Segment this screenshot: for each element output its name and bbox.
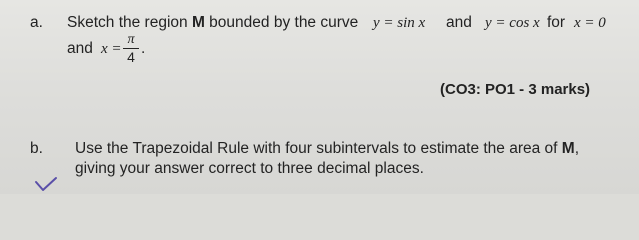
part-a-label: a. — [30, 14, 43, 31]
marks-allocation: (CO3: PO1 - 3 marks) — [440, 81, 591, 98]
curve-cos: y = cos x — [485, 15, 540, 31]
bound-x-pi-over-4-lhs: x = — [101, 41, 122, 57]
part-a-sketch-text: Sketch the region — [67, 14, 192, 31]
for-word: for — [547, 14, 566, 31]
part-b-text-line1 — [75, 140, 579, 158]
part-b-comma: , — [574, 140, 580, 157]
fraction-denominator: 4 — [127, 49, 135, 65]
and-word-1: and — [446, 14, 472, 31]
region-m-b: M — [561, 140, 575, 157]
curve-sin: y = sin x — [373, 15, 426, 31]
part-a-text-line1 — [67, 14, 358, 32]
fraction-numerator: π — [123, 32, 139, 49]
part-b-label: b. — [30, 140, 43, 157]
bound-x-zero: x = 0 — [574, 15, 606, 31]
pi-over-4-fraction — [123, 32, 139, 65]
part-b-text-line2: giving your answer correct to three decimal places. — [75, 160, 424, 177]
handwritten-tick-icon — [34, 176, 64, 194]
period: . — [141, 40, 146, 57]
part-b-trapezoidal-text: Use the Trapezoidal Rule with four subintervals to estimate the area of — [75, 140, 558, 157]
and-word-2: and — [67, 40, 93, 57]
part-a-bounded-text: bounded by the curve — [204, 14, 359, 31]
region-m: M — [191, 14, 205, 31]
